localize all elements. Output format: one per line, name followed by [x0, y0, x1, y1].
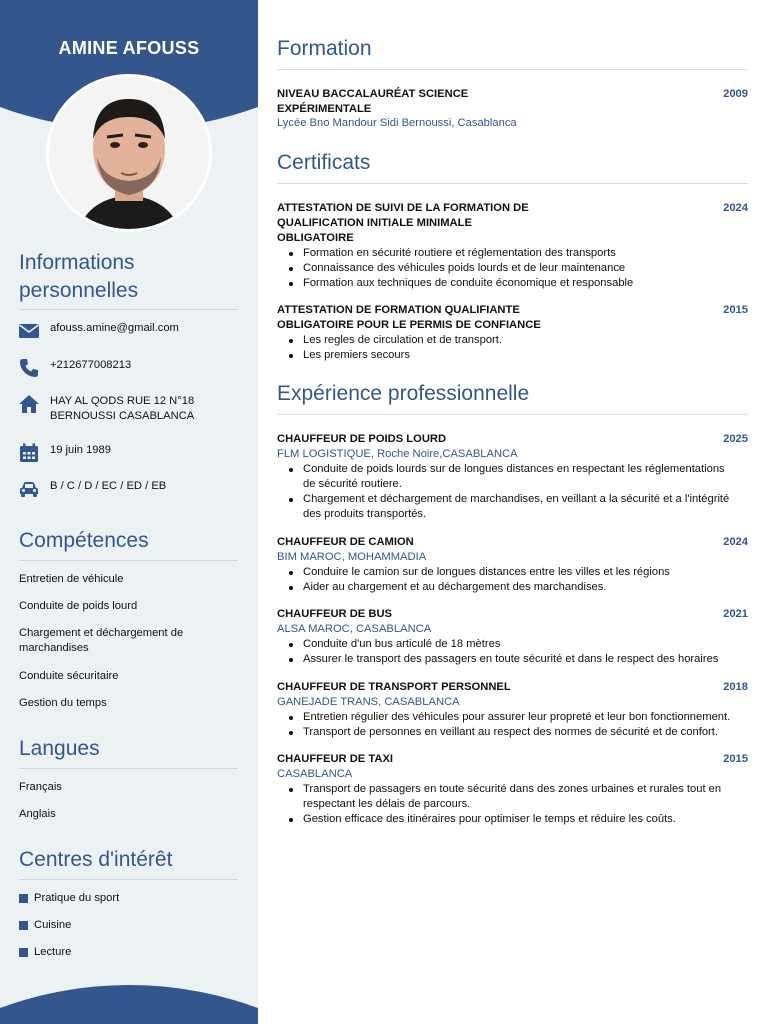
divider	[19, 560, 238, 561]
interest-item	[19, 892, 119, 904]
certificate-year: 2024	[723, 202, 748, 214]
skill-item: Conduite sécuritaire	[19, 670, 119, 682]
divider	[19, 879, 238, 880]
bullet-item: Chargement et déchargement de marchandises, en veillant a la sécurité et a l'intégrité	[277, 492, 749, 507]
birthdate-row	[18, 442, 248, 464]
skill-item: Gestion du temps	[19, 697, 107, 709]
bullet-item: Gestion efficace des itinéraires pour optimiser le temps et réduire les coûts.	[277, 812, 749, 827]
skill-item: Conduite de poids lourd	[19, 600, 138, 612]
bullet-continuation: respectant les délais de parcours.	[303, 798, 471, 810]
skills-heading: Compétences	[19, 529, 149, 552]
bullet-item: Les premiers secours	[277, 348, 749, 363]
job-company: CASABLANCA	[277, 768, 353, 780]
formation-school: Lycée Bno Mandour Sidi Bernoussi, Casablanca	[277, 117, 517, 129]
title-line: OBLIGATOIRE POUR LE PERMIS DE CONFIANCE	[277, 319, 541, 331]
interest-label: Lecture	[34, 946, 72, 958]
interest-label: Cuisine	[34, 919, 72, 931]
home-icon	[18, 393, 40, 415]
formation-title	[277, 87, 468, 117]
bullet-item: Connaissance des véhicules poids lourds et de leur maintenance	[277, 261, 749, 276]
license-row	[18, 478, 248, 500]
phone-row	[18, 357, 248, 379]
square-bullet-icon	[19, 948, 28, 957]
job-title: CHAUFFEUR DE CAMION	[277, 536, 414, 548]
language-item: Anglais	[19, 808, 56, 820]
skill-item-continued: marchandises	[19, 642, 89, 654]
address-row	[18, 393, 248, 424]
job-year: 2021	[723, 608, 748, 620]
divider	[277, 69, 748, 70]
bullet-item: Transport de passagers en toute sécurité dans des zones urbaines et rurales tout en	[277, 782, 749, 797]
candidate-name: AMINE AFOUSS	[58, 38, 200, 58]
bullet-continuation: des produits transportés.	[303, 508, 427, 520]
job-title: CHAUFFEUR DE TAXI	[277, 753, 394, 765]
certificate-title	[277, 303, 541, 333]
interest-item	[19, 919, 71, 931]
phone-text: +212677008213	[50, 359, 132, 371]
skill-item: Entretien de véhicule	[19, 573, 124, 585]
formation-year: 2009	[723, 88, 748, 100]
bullet-item: Conduite d'un bus articulé de 18 mètres	[277, 637, 749, 652]
square-bullet-icon	[19, 921, 28, 930]
job-title: CHAUFFEUR DE TRANSPORT PERSONNEL	[277, 681, 511, 693]
job-title: CHAUFFEUR DE BUS	[277, 608, 392, 620]
profile-photo	[46, 74, 212, 232]
interest-label: Pratique du sport	[34, 892, 120, 904]
certificates-heading: Certificats	[277, 151, 371, 174]
phone-icon	[18, 357, 40, 379]
footer-arc	[0, 985, 258, 1024]
address-line2: BERNOUSSI CASABLANCA	[50, 410, 195, 422]
title-line: OBLIGATOIRE	[277, 232, 354, 244]
certificate-bullets	[277, 246, 749, 291]
certificate-bullets	[277, 333, 749, 363]
address-line1: HAY AL QODS RUE 12 N°18	[50, 395, 195, 407]
bullet-item: Conduire le camion sur de longues distances entre les villes et les régions	[277, 565, 749, 580]
bullet-item: Entretien régulier des véhicules pour assurer leur propreté et leur bon fonctionnement.	[277, 710, 749, 725]
job-bullets	[277, 565, 749, 595]
personal-info-heading	[19, 249, 138, 305]
bullet-continuation: de sécurité routiere.	[303, 478, 402, 490]
square-bullet-icon	[19, 894, 28, 903]
job-year: 2018	[723, 681, 748, 693]
title-line: NIVEAU BACCALAURÉAT SCIENCE	[277, 88, 469, 100]
sidebar	[0, 0, 258, 1024]
language-item: Français	[19, 781, 62, 793]
bullet-item: Formation en sécurité routiere et réglementation des transports	[277, 246, 749, 261]
experience-heading: Expérience professionnelle	[277, 382, 530, 405]
job-bullets	[277, 782, 749, 827]
divider	[19, 768, 238, 769]
job-year: 2024	[723, 536, 748, 548]
birthdate-text: 19 juin 1989	[50, 444, 111, 456]
title-line: EXPÉRIMENTALE	[277, 103, 372, 115]
formation-heading: Formation	[277, 37, 372, 60]
skill-item: Chargement et déchargement de	[19, 627, 184, 639]
interest-item	[19, 946, 71, 958]
divider	[277, 183, 748, 184]
job-year: 2015	[723, 753, 748, 765]
bullet-item: Les regles de circulation et de transport.	[277, 333, 749, 348]
bullet-item: Aider au chargement et au déchargement des marchandises.	[277, 580, 749, 595]
title-line: ATTESTATION DE SUIVI DE LA FORMATION DE	[277, 202, 529, 214]
job-year: 2025	[723, 433, 748, 445]
bullet-item: Assurer le transport des passagers en toute sécurité et dans le respect des horaires	[277, 652, 749, 667]
calendar-icon	[18, 442, 40, 464]
address-text	[50, 393, 194, 424]
job-bullets	[277, 462, 749, 522]
job-title: CHAUFFEUR DE POIDS LOURD	[277, 433, 447, 445]
job-company: BIM MAROC, MOHAMMADIA	[277, 551, 427, 563]
divider	[277, 414, 748, 415]
email-text[interactable]: afouss.amine@gmail.com	[50, 322, 179, 334]
job-bullets	[277, 710, 749, 740]
certificate-title	[277, 201, 529, 246]
bullet-item: Transport de personnes en veillant au respect des normes de sécurité et de confort.	[277, 725, 749, 740]
envelope-icon	[18, 320, 40, 342]
title-line: QUALIFICATION INITIALE MINIMALE	[277, 217, 472, 229]
personal-heading-line1: Informations	[19, 251, 135, 274]
car-icon	[18, 478, 40, 500]
certificate-year: 2015	[723, 304, 748, 316]
job-company: FLM LOGISTIQUE, Roche Noire,CASABLANCA	[277, 448, 518, 460]
divider	[19, 309, 238, 310]
bullet-item: Formation aux techniques de conduite économique et responsable	[277, 276, 749, 291]
personal-heading-line2: personnelles	[19, 279, 139, 302]
job-company: ALSA MAROC, CASABLANCA	[277, 623, 432, 635]
job-company: GANEJADE TRANS, CASABLANCA	[277, 696, 460, 708]
interests-heading: Centres d'intérêt	[19, 848, 173, 871]
email-row	[18, 320, 248, 342]
title-line: ATTESTATION DE FORMATION QUALIFIANTE	[277, 304, 520, 316]
license-text: B / C / D / EC / ED / EB	[50, 480, 167, 492]
job-bullets	[277, 637, 749, 667]
languages-heading: Langues	[19, 737, 100, 760]
bullet-item: Conduite de poids lourds sur de longues distances en respectant les réglementations	[277, 462, 749, 477]
